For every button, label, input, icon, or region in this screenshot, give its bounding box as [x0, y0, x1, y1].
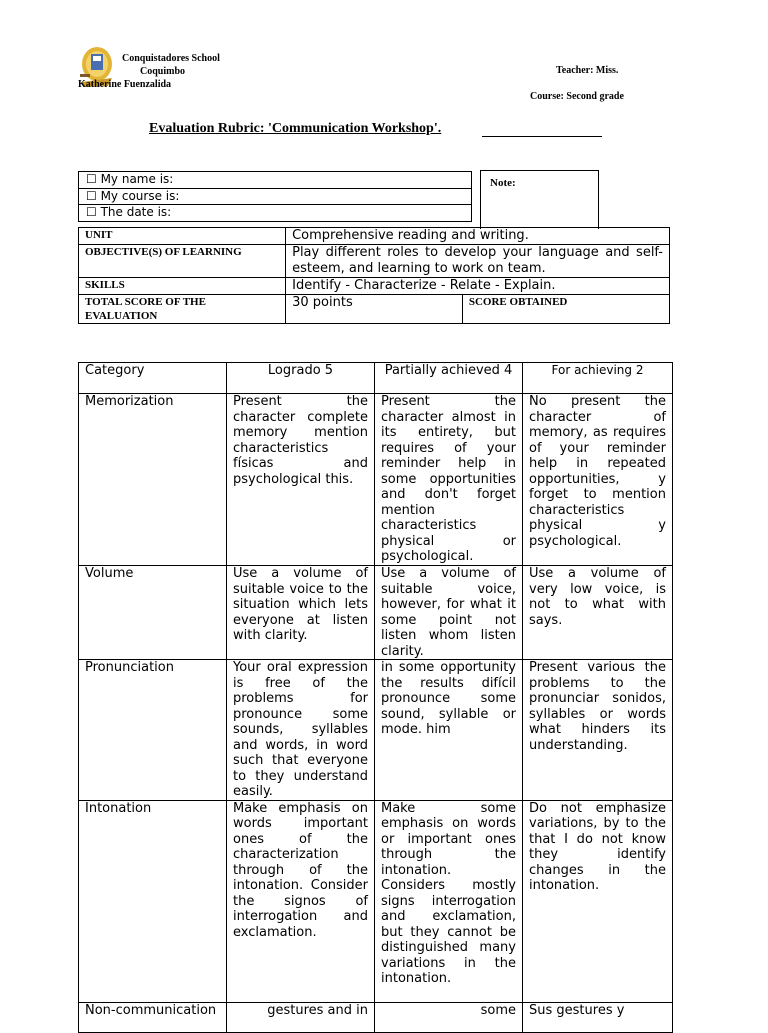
rubric-row-intonation — [79, 800, 673, 1002]
level-2-cell: Sus gestures y — [523, 1002, 673, 1032]
student-info-box — [78, 171, 472, 222]
category-cell: Pronunciation — [79, 660, 227, 801]
note-box[interactable] — [480, 170, 599, 229]
objective-value: Play different roles to develop your language and self-esteem, and learning to work on team. — [286, 245, 670, 278]
skills-label: SKILLS — [79, 278, 286, 295]
category-cell: Intonation — [79, 800, 227, 1002]
header-for-achieving: For achieving 2 — [523, 363, 673, 394]
school-line-1: Conquistadores School — [122, 53, 220, 64]
date-field[interactable]: ☐ The date is: — [79, 205, 471, 222]
score-obtained-label[interactable]: SCORE OBTAINED — [462, 295, 669, 324]
total-score-row — [79, 295, 670, 324]
course-label: Course: Second grade — [530, 91, 624, 102]
unit-label: UNIT — [79, 228, 286, 245]
level-2-cell: No present the character of memory, as requires of your reminder help in repeated opportunities, y forget to mention characteristics physical y psychological. — [523, 394, 673, 566]
category-cell: Non-communication — [79, 1002, 227, 1032]
title-underline — [482, 136, 602, 137]
school-name — [122, 52, 220, 78]
level-4-cell: some — [375, 1002, 523, 1032]
skills-value: Identify - Characterize - Relate - Explain. — [286, 278, 670, 295]
level-5-cell: gestures and in — [227, 1002, 375, 1032]
note-label: Note: — [490, 177, 516, 189]
document-title: Evaluation Rubric: 'Communication Workshop'. — [149, 121, 442, 136]
rubric-row-memorization — [79, 394, 673, 566]
total-score-label: TOTAL SCORE OF THE EVALUATION — [79, 295, 286, 324]
name-field[interactable]: ☐ My name is: — [79, 172, 471, 189]
category-cell: Volume — [79, 566, 227, 660]
unit-value: Comprehensive reading and writing. — [286, 228, 670, 245]
school-line-2: Coquimbo — [140, 66, 186, 77]
level-2-cell: Use a volume of very low voice, is not to what with says. — [523, 566, 673, 660]
objective-row — [79, 245, 670, 278]
level-4-cell: Make some emphasis on words or important ones through the intonation. Considers mostly signs interrogation and exclamation, but they cannot be distinguished many variations in the intonation. — [375, 800, 523, 1002]
objective-label: OBJECTIVE(S) OF LEARNING — [79, 245, 286, 278]
level-5-cell: Present the character complete memory mention characteristics físicas and psychological this. — [227, 394, 375, 566]
level-2-cell: Present various the problems to the pronunciar sonidos, syllables or words what hinders its understanding. — [523, 660, 673, 801]
teacher-label: Teacher: Miss. — [556, 65, 619, 76]
teacher-name: Katherine Fuenzalida — [78, 79, 172, 90]
skills-row — [79, 278, 670, 295]
rubric-table — [78, 362, 673, 1033]
level-2-cell: Do not emphasize variations, by to the that I do not know they identify changes in the intonation. — [523, 800, 673, 1002]
course-field[interactable]: ☐ My course is: — [79, 189, 471, 206]
rubric-header-row — [79, 363, 673, 394]
level-4-cell: Present the character almost in its entirety, but requires of your reminder help in some opportunities and don't forget mention characteristics physical or psychological. — [375, 394, 523, 566]
header-category: Category — [79, 363, 227, 394]
level-5-cell: Use a volume of suitable voice to the situation which lets everyone at listen with clarity. — [227, 566, 375, 660]
evaluation-info-table — [78, 227, 670, 324]
level-5-cell: Your oral expression is free of the problems for pronounce some sounds, syllables and words, in word such that everyone to they understand easily. — [227, 660, 375, 801]
rubric-row-volume — [79, 566, 673, 660]
header-achieved: Logrado 5 — [227, 363, 375, 394]
rubric-row-pronunciation — [79, 660, 673, 801]
header-partially-achieved: Partially achieved 4 — [375, 363, 523, 394]
level-5-cell: Make emphasis on words important ones of the characterization through of the intonation. Consider the signos of interrogation and exclamation. — [227, 800, 375, 1002]
level-4-cell: in some opportunity the results difícil pronounce some sound, syllable or mode. him — [375, 660, 523, 801]
level-4-cell: Use a volume of suitable voice, however, for what it some point not listen whom listen clarity. — [375, 566, 523, 660]
unit-row — [79, 228, 670, 245]
total-score-value: 30 points — [286, 295, 463, 324]
rubric-row-non-communication — [79, 1002, 673, 1032]
category-cell: Memorization — [79, 394, 227, 566]
